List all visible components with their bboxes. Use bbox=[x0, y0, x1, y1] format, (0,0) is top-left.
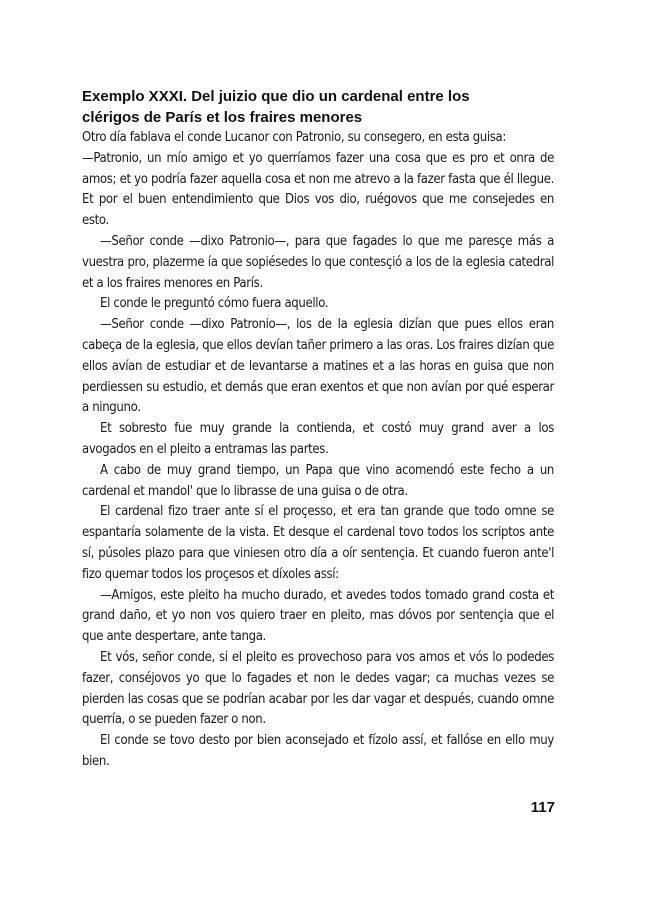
page-content bbox=[82, 86, 554, 773]
paragraph: A cabo de muy grand tiempo, un Papa que vino acomendó este fecho a un cardenal et mandol' que lo librasse de una guisa o de otra. bbox=[82, 462, 554, 499]
body-text bbox=[82, 128, 554, 773]
page-number: 117 bbox=[530, 799, 555, 816]
chapter-title-line-1: Exemplo XXXI. Del juizio que dio un cardenal entre los bbox=[82, 88, 470, 105]
paragraph: —Patronio, un mío amigo et yo querríamos fazer una cosa que es pro et onra de amos; et yo podría fazer aquella cosa et non me atrevo a la fazer fasta que él llegue. Et por el buen entendimiento que Dios vos dio, ruégovos que me consejedes en esto. bbox=[82, 150, 554, 229]
paragraph: Et vós, señor conde, si el pleito es provechoso para vos amos et vós lo podedes fazer, conséjovos yo que lo fagades et non le dedes vagar; ca muchas vezes se pierden las cosas que se podrían acabar por les dar vagar et después, cuando omne querría, o se pueden fazer o non. bbox=[82, 649, 554, 728]
paragraph: Et sobresto fue muy grande la contienda, et costó muy grand aver a los avogados en el pleito a entramas las partes. bbox=[82, 421, 554, 457]
paragraph: El cardenal fizo traer ante sí el proçesso, et era tan grande que todo omne se espantaría solamente de la vista. Et desque el cardenal tovo todos los scriptos ante sí, púsoles plazo para que viniesen otro día a oír sentençia. Et cuando fueron ante'l fizo quemar todos los proçesos et díxoles assí: bbox=[82, 504, 554, 582]
chapter-title bbox=[82, 86, 554, 128]
paragraph: —Señor conde —dixo Patronio—, para que fagades lo que me paresçe más a vuestra pro, plazerme ía que sopiésedes lo que contesçió a los de la eglesia catedral et a los fraires menores en París. bbox=[82, 233, 554, 291]
paragraph: —Amigos, este pleito ha mucho durado, et avedes todos tomado grand costa et grand daño, et yo non vos quiero traer en pleito, mas dóvos por sentençia que el que ante despertare, ante tanga. bbox=[82, 587, 554, 645]
paragraph: El conde le preguntó cómo fuera aquello. bbox=[100, 296, 329, 312]
paragraph: El conde se tovo desto por bien aconsejado et fízolo assí, et fallóse en ello muy bien. bbox=[82, 733, 554, 769]
chapter-title-line-2: clérigos de París et los fraires menores bbox=[82, 109, 363, 126]
paragraph: —Señor conde —dixo Patronio—, los de la eglesia dizían que pues ellos eran cabeça de la eglesia, que ellos devían tañer primero a las oras. Los fraires dizían que ellos avían de estudiar et de levantarse a matines et a las horas en guisa que non perdiessen su estudio, et demás que eran exentos et que non avían por qué esperar a ninguno. bbox=[82, 317, 554, 416]
paragraph: Otro día fablava el conde Lucanor con Patronio, su consegero, en esta guisa: bbox=[82, 130, 507, 145]
